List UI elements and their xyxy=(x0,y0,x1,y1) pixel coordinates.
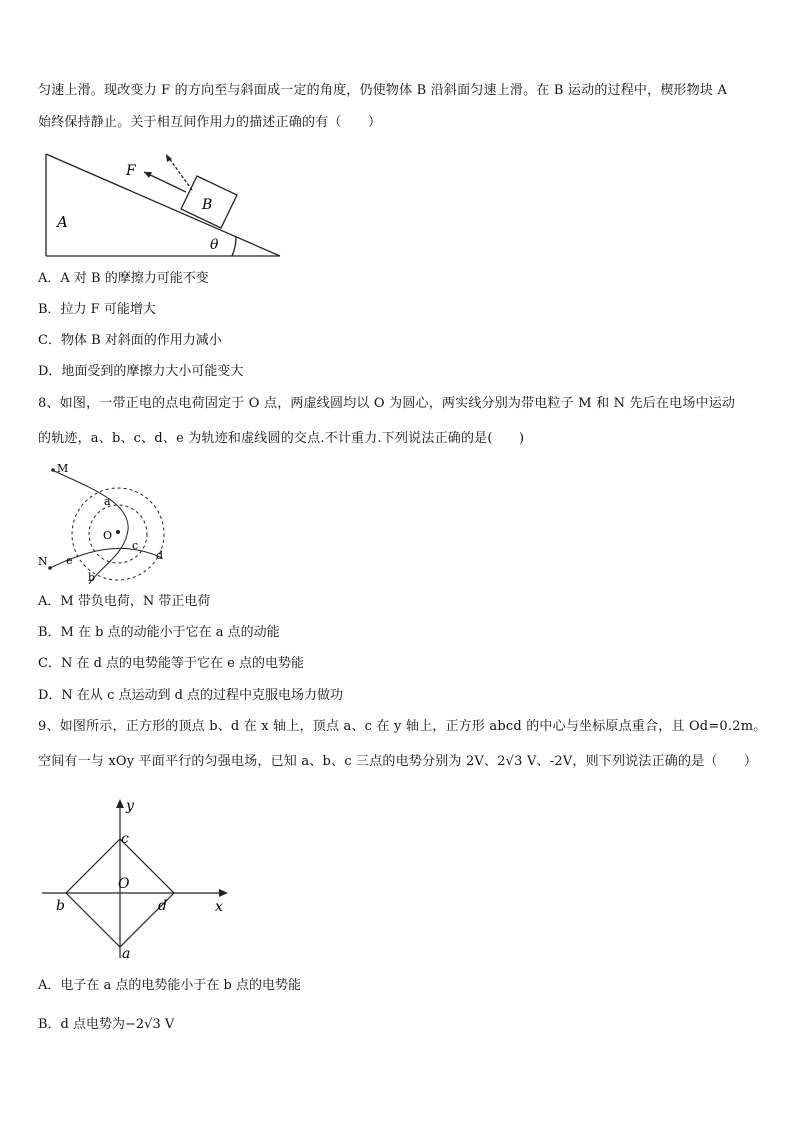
q7-text-line-1: 匀速上滑。现改变力 F 的方向至与斜面成一定的角度，仍使物体 B 沿斜面匀速上滑。在 B 运动的过程中，楔形物块 A xyxy=(38,83,728,98)
point-o xyxy=(116,530,120,534)
label-n: N xyxy=(38,555,48,568)
label-d: d xyxy=(158,898,167,914)
q8-text-line-1: 8、如图，一带正电的点电荷固定于 O 点，两虚线圆均以 O 为圆心，两实线分别为带电粒子 M 和 N 先后在电场中运动 xyxy=(38,396,736,411)
label-a: A xyxy=(57,213,68,231)
q7-incline-figure xyxy=(40,148,290,263)
label-x: x xyxy=(215,899,223,915)
q7-option-d: D．地面受到的摩擦力大小可能变大 xyxy=(38,364,244,379)
q9-square-axes-figure xyxy=(36,798,236,968)
q9-text-line-1: 9、如图所示，正方形的顶点 b、d 在 x 轴上，顶点 a、c 在 y 轴上，正方形 abcd 的中心与坐标原点重合，且 Od=0.2m。 xyxy=(38,719,767,734)
label-b: b xyxy=(56,898,65,914)
q7-option-a: A．A 对 B 的摩擦力可能不变 xyxy=(38,271,209,286)
q7-option-c: C．物体 B 对斜面的作用力减小 xyxy=(38,333,222,348)
label-c: c xyxy=(132,539,139,552)
q8-option-c: C．N 在 d 点的电势能等于它在 e 点的电势能 xyxy=(38,656,304,671)
q7-option-b: B．拉力 F 可能增大 xyxy=(38,302,156,317)
q9-option-a: A．电子在 a 点的电势能小于在 b 点的电势能 xyxy=(38,978,301,993)
label-theta: θ xyxy=(210,237,219,253)
label-o: O xyxy=(103,529,113,542)
label-a: a xyxy=(104,495,111,508)
q8-text-line-2: 的轨迹，a、b、c、d、e 为轨迹和虚线圆的交点.不计重力.下列说法正确的是( ) xyxy=(38,431,525,446)
label-e: e xyxy=(66,554,73,567)
q7-text-line-2: 始终保持静止。关于相互间作用力的描述正确的有（ ） xyxy=(38,115,382,130)
q8-option-a: A．M 带负电荷，N 带正电荷 xyxy=(38,594,211,609)
label-d: d xyxy=(156,549,164,562)
label-o: O xyxy=(118,876,130,892)
x-axis-arrowhead xyxy=(219,889,228,897)
point-n xyxy=(48,566,52,570)
q8-option-d: D．N 在从 c 点运动到 d 点的过程中克服电场力做功 xyxy=(38,688,344,703)
point-m xyxy=(51,468,55,472)
label-b: B xyxy=(202,197,213,213)
label-y: y xyxy=(126,798,134,814)
y-axis-arrowhead xyxy=(116,799,124,808)
q8-electric-field-figure xyxy=(36,458,176,586)
q9-text-line-2: 空间有一与 xOy 平面平行的匀强电场，已知 a、b、c 三点的电势分别为 2V、2√3 V、-2V，则下列说法正确的是（ ） xyxy=(38,754,758,769)
theta-arc xyxy=(232,237,236,256)
label-a: a xyxy=(122,946,131,962)
q9-option-b: B．d 点电势为−2√3 V xyxy=(38,1017,175,1032)
incline-slope xyxy=(46,154,280,256)
label-m: M xyxy=(57,462,69,475)
label-b: b xyxy=(88,571,96,584)
q8-option-b: B．M 在 b 点的动能小于它在 a 点的动能 xyxy=(38,625,280,640)
label-c: c xyxy=(121,831,129,847)
label-f: F xyxy=(126,163,136,179)
